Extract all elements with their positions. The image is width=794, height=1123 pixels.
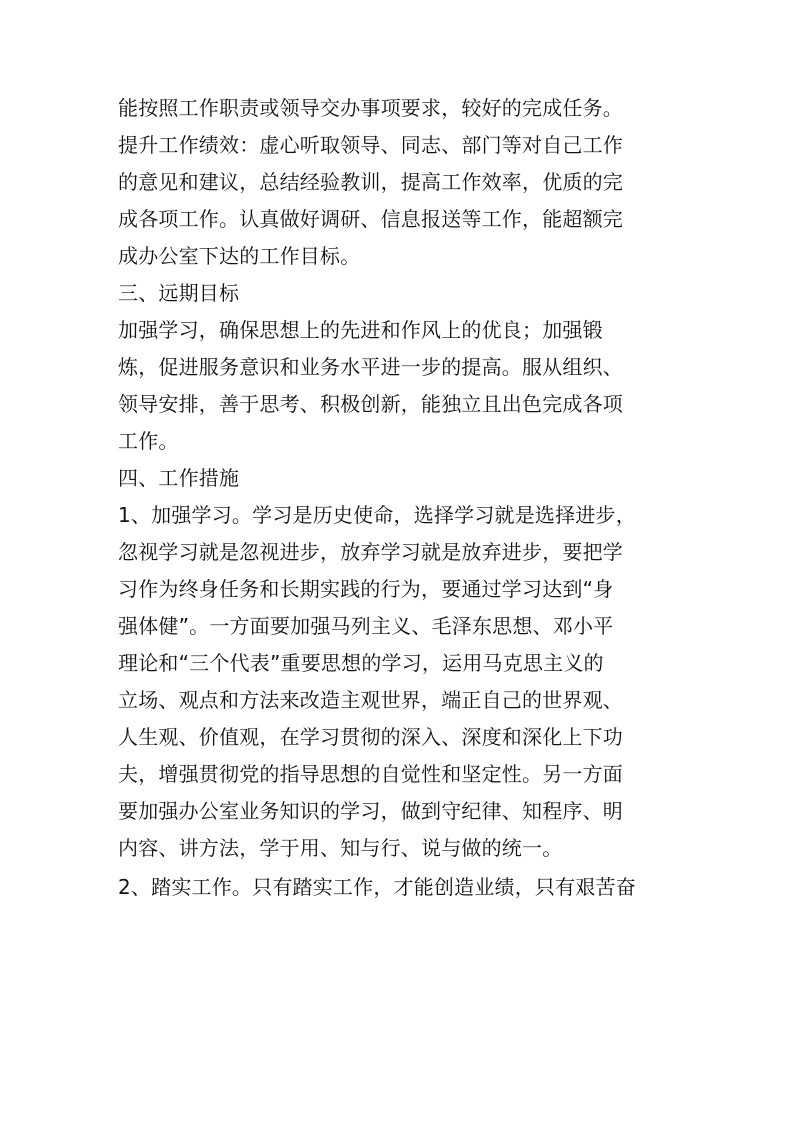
text-line: 能按照工作职责或领导交办事项要求，较好的完成任务。 <box>118 96 623 120</box>
text-line: 2、踏实工作。只有踏实工作，才能创造业绩，只有艰苦奋 <box>118 875 636 899</box>
text-line: 人生观、价值观，在学习贯彻的深入、深度和深化上下功 <box>118 725 623 749</box>
text-line: 强体健”。一方面要加强马列主义、毛泽东思想、邓小平 <box>118 614 614 638</box>
text-line: 理论和“三个代表”重要思想的学习，运用马克思主义的 <box>118 651 604 675</box>
text-line: 立场、观点和方法来改造主观世界，端正自己的世界观、 <box>118 688 623 712</box>
text-line: 习作为终身任务和长期实践的行为，要通过学习达到“身 <box>118 577 614 601</box>
text-line: 夫，增强贯彻党的指导思想的自觉性和坚定性。另一方面 <box>118 762 623 786</box>
text-line: 加强学习，确保思想上的先进和作风上的优良；加强锻 <box>118 318 603 342</box>
text-line: 1、加强学习。学习是历史使命，选择学习就是选择进步， <box>118 503 636 527</box>
text-line: 炼，促进服务意识和业务水平进一步的提高。服从组织、 <box>118 355 623 379</box>
text-line: 的意见和建议，总结经验教训，提高工作效率，优质的完 <box>118 170 623 194</box>
text-line: 忽视学习就是忽视进步，放弃学习就是放弃进步，要把学 <box>118 540 623 564</box>
section-heading: 四、工作措施 <box>118 466 240 490</box>
text-line: 成办公室下达的工作目标。 <box>118 244 361 268</box>
document-body <box>118 90 684 906</box>
text-line: 工作。 <box>118 429 179 453</box>
text-line: 内容、讲方法，学于用、知与行、说与做的统一。 <box>118 836 563 860</box>
text-line: 成各项工作。认真做好调研、信息报送等工作，能超额完 <box>118 207 623 231</box>
section-heading: 三、远期目标 <box>118 281 240 305</box>
text-line: 要加强办公室业务知识的学习，做到守纪律、知程序、明 <box>118 799 623 823</box>
text-line: 领导安排，善于思考、积极创新，能独立且出色完成各项 <box>118 392 623 416</box>
text-line: 提升工作绩效：虚心听取领导、同志、部门等对自己工作 <box>118 133 623 157</box>
